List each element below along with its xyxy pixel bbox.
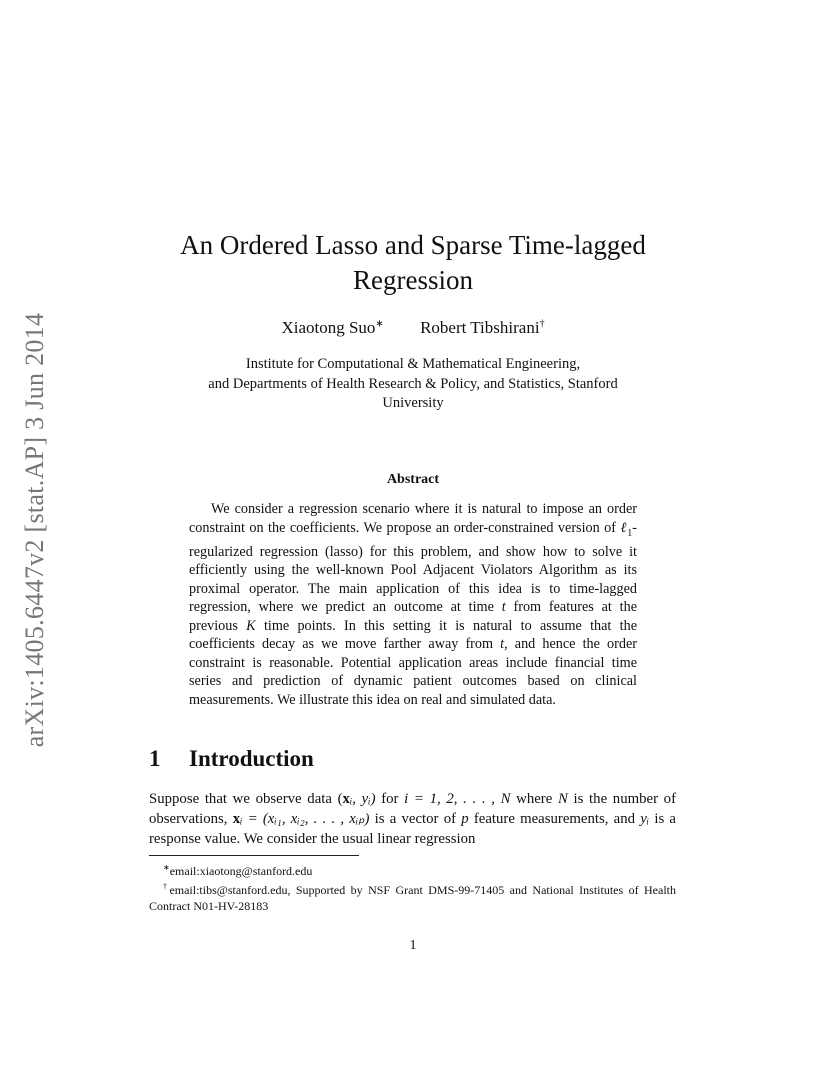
section-number: 1	[149, 746, 161, 771]
math-p: p	[461, 811, 469, 827]
affiliation-line-2: and Departments of Health Research & Policy, and Statistics, Stanford	[208, 375, 618, 392]
ell-subscript: 1	[627, 527, 633, 539]
abstract-heading: Abstract	[386, 472, 440, 487]
abstract-part-4: time points. In this setting it is natural to assume that the coefficients decay as we move farther away from	[189, 617, 637, 653]
math-data-pair: ᵢ, yᵢ)	[349, 791, 376, 807]
abstract-part-2: -regularized regression (lasso) for this problem, and show how to solve it efficiently using the well-known Pool Adjacent Violators Algorithm as its proximal operator. The main application of this idea is to time-lagged regression, where we predict an outcome at time	[189, 519, 637, 616]
footnote-1-text: email:xiaotong@stanford.edu	[169, 864, 313, 878]
author-1-footnote-mark: ∗	[375, 318, 384, 330]
abstract-part-3: from features at the previous	[189, 599, 637, 634]
math-x-bold: x	[342, 791, 350, 807]
math-feature-vector: ᵢ = (xᵢ₁, xᵢ₂, . . . , xᵢₚ)	[240, 811, 370, 827]
math-yi: yᵢ	[640, 811, 650, 827]
intro-paragraph	[149, 789, 676, 849]
footnote-2-text: email:tibs@stanford.edu, Supported by NSF Grant DMS-99-71405 and National Institutes of Health Contract N01-HV-28183	[149, 883, 677, 913]
footnote-2	[149, 879, 676, 914]
math-x-bold-2: x	[232, 811, 241, 827]
math-n: N	[557, 791, 568, 807]
author-2	[420, 318, 545, 338]
affiliation	[140, 355, 686, 414]
paper-title: An Ordered Lasso and Sparse Time-lagged Regression	[180, 230, 646, 295]
affiliation-line-3: University	[382, 395, 444, 411]
math-k: K	[246, 617, 256, 634]
footnote-1-mark: ∗	[163, 863, 170, 872]
section-heading	[149, 746, 314, 772]
footnote-divider	[149, 855, 359, 856]
author-2-name: Robert Tibshirani	[420, 318, 540, 337]
author-1	[281, 318, 383, 338]
author-list	[120, 318, 706, 338]
author-2-footnote-mark: †	[539, 318, 545, 330]
math-index-range: i = 1, 2, . . . , N	[404, 791, 511, 807]
section-title: Introduction	[189, 746, 314, 771]
intro-part-3: where	[510, 791, 558, 807]
intro-part-4: is the number of observations,	[149, 791, 677, 827]
abstract-text	[189, 500, 637, 709]
abstract-part-5: , and hence the order constraint is reasonable. Potential application areas include financial time series and prediction of dynamic patient outcomes based on clinical measurements. We illustrate this idea on real and simulated data.	[189, 636, 637, 708]
abstract-part-1: We consider a regression scenario where it is natural to impose an order constraint on the coefficients. We propose an order-constrained version of	[189, 501, 637, 536]
intro-part-1: Suppose that we observe data (	[149, 791, 343, 807]
math-t-2: t	[500, 636, 505, 653]
intro-part-7: is a response value. We consider the usual linear regression	[149, 811, 676, 847]
intro-part-2: for	[375, 791, 405, 807]
intro-part-5: is a vector of	[369, 811, 462, 827]
ell-symbol: ℓ	[620, 519, 628, 536]
footnotes	[149, 860, 676, 914]
footnote-1	[149, 860, 676, 879]
author-1-name: Xiaotong Suo	[281, 318, 376, 337]
intro-part-6: feature measurements, and	[468, 811, 641, 827]
page-number: 1	[409, 938, 417, 953]
affiliation-line-1: Institute for Computational & Mathematical Engineering,	[245, 356, 581, 372]
footnote-2-mark: †	[163, 882, 170, 891]
arxiv-identifier: arXiv:1405.6447v2 [stat.AP] 3 Jun 2014	[20, 312, 49, 748]
math-t: t	[501, 599, 506, 616]
